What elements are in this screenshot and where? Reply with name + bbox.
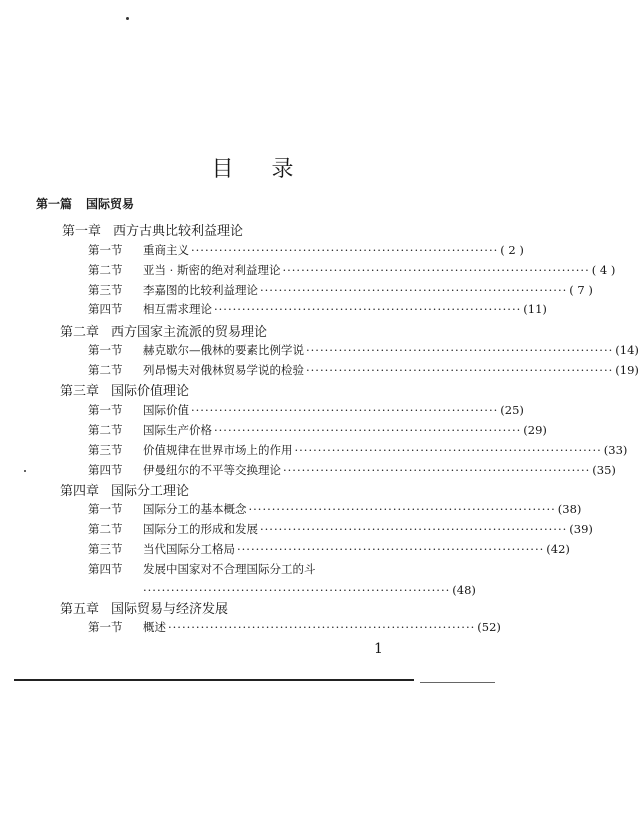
dot-leader: ·································································· [260,522,568,536]
page-ref: ( 2 ) [500,243,524,257]
section-number: 第一节 [88,343,123,357]
section-number: 第三节 [88,283,123,297]
toc-entry [88,501,582,517]
section-title: 国际生产价格 [143,423,212,437]
scan-speck [126,17,129,20]
section-title: 国际分工的基本概念 [143,502,247,516]
dot-leader: ·································································· [191,403,499,417]
section-number: 第一节 [88,620,123,634]
section-title: 赫克歇尔—俄林的要素比例学说 [143,343,304,357]
dot-leader: ·································································· [282,263,590,277]
section-title: 国际价值 [143,403,189,417]
chapter-title: 国际价值理论 [111,384,190,399]
page-ref: (48) [452,583,476,597]
page-ref: ( 7 ) [569,283,593,297]
chapter-heading [60,598,228,617]
section-number: 第一节 [88,243,123,257]
toc-entry [88,402,524,418]
page-ref: (11) [523,302,547,316]
section-title: 概述 [143,620,166,634]
section-title: 当代国际分工格局 [143,542,235,556]
page-number: 1 [374,641,383,657]
section-title: 国际分工的形成和发展 [143,522,258,536]
dot-leader: ·································································· [283,463,591,477]
dot-leader: ·································································· [143,583,451,597]
section-title: 重商主义 [143,243,189,257]
toc-entry [88,282,593,298]
chapter-heading [62,220,243,239]
toc-entry [88,422,547,438]
section-title: 伊曼纽尔的不平等交换理论 [143,463,281,477]
chapter-title: 西方古典比较利益理论 [113,224,244,239]
page-ref: (29) [523,423,547,437]
toc-title-char-2: 录 [271,157,294,182]
section-title: 列昂惕夫对俄林贸易学说的检验 [143,363,304,377]
toc-entry [88,442,628,458]
page-ref: (38) [557,502,582,516]
page-ref: (52) [477,620,501,634]
chapter-number: 第一章 [62,224,102,239]
dot-leader: ·································································· [248,502,556,516]
section-number: 第四节 [88,302,123,316]
dot-leader: ·································································· [214,423,522,437]
page-ref: (33) [603,443,628,457]
page-ref: (35) [592,463,616,477]
chapter-number: 第五章 [60,602,100,617]
section-number: 第二节 [88,522,123,536]
section-title: 价值规律在世界市场上的作用 [143,443,293,457]
toc-title-char-1: 目 [211,157,234,182]
toc-entry [88,262,616,278]
page-ref: (14) [615,343,639,357]
dot-leader: ·································································· [260,283,568,297]
toc-entry [88,242,524,258]
part-heading [36,195,134,212]
section-title: 亚当 · 斯密的绝对利益理论 [143,263,281,277]
dot-leader: ·································································· [214,302,522,316]
dot-leader: ·································································· [168,620,476,634]
dot-leader: ·································································· [306,343,614,357]
dot-leader: ·································································· [237,542,545,556]
page-ref: (25) [500,403,524,417]
toc-entry [88,521,593,537]
dot-leader: ·································································· [294,443,602,457]
page-ref: (42) [546,542,570,556]
bottom-rule-right [420,682,495,683]
section-number: 第二节 [88,263,123,277]
page-ref: ( 4 ) [591,263,616,277]
section-number: 第三节 [88,542,123,556]
page-ref: (39) [569,522,593,536]
section-title: 相互需求理论 [143,302,212,316]
part-number: 第一篇 [36,197,73,211]
toc-entry [88,619,501,635]
section-number: 第一节 [88,403,123,417]
section-number: 第二节 [88,363,123,377]
chapter-number: 第二章 [60,325,100,340]
toc-entry [88,561,476,597]
bottom-rule [14,679,414,681]
dot-leader: ·································································· [191,243,499,257]
chapter-heading [60,321,267,340]
chapter-title: 国际贸易与经济发展 [111,602,229,617]
chapter-heading [60,480,189,499]
toc-entry [88,301,547,317]
toc-entry [88,342,639,358]
chapter-title: 西方国家主流派的贸易理论 [111,325,268,340]
chapter-number: 第四章 [60,484,100,499]
section-number: 第一节 [88,502,123,516]
section-number: 第四节 [88,562,123,576]
page-ref: (19) [615,363,639,377]
section-title: 李嘉图的比较利益理论 [143,283,258,297]
section-number: 第三节 [88,443,123,457]
toc-entry [88,362,639,378]
chapter-number: 第三章 [60,384,100,399]
dot-leader: ·································································· [306,363,614,377]
chapter-title: 国际分工理论 [111,484,190,499]
chapter-heading [60,380,189,399]
toc-entry [88,462,616,478]
part-title: 国际贸易 [86,197,135,211]
section-title: 发展中国家对不合理国际分工的斗 [143,562,316,576]
section-number: 第二节 [88,423,123,437]
toc-title [0,152,505,183]
scan-speck [24,470,26,472]
toc-entry [88,541,570,557]
section-number: 第四节 [88,463,123,477]
